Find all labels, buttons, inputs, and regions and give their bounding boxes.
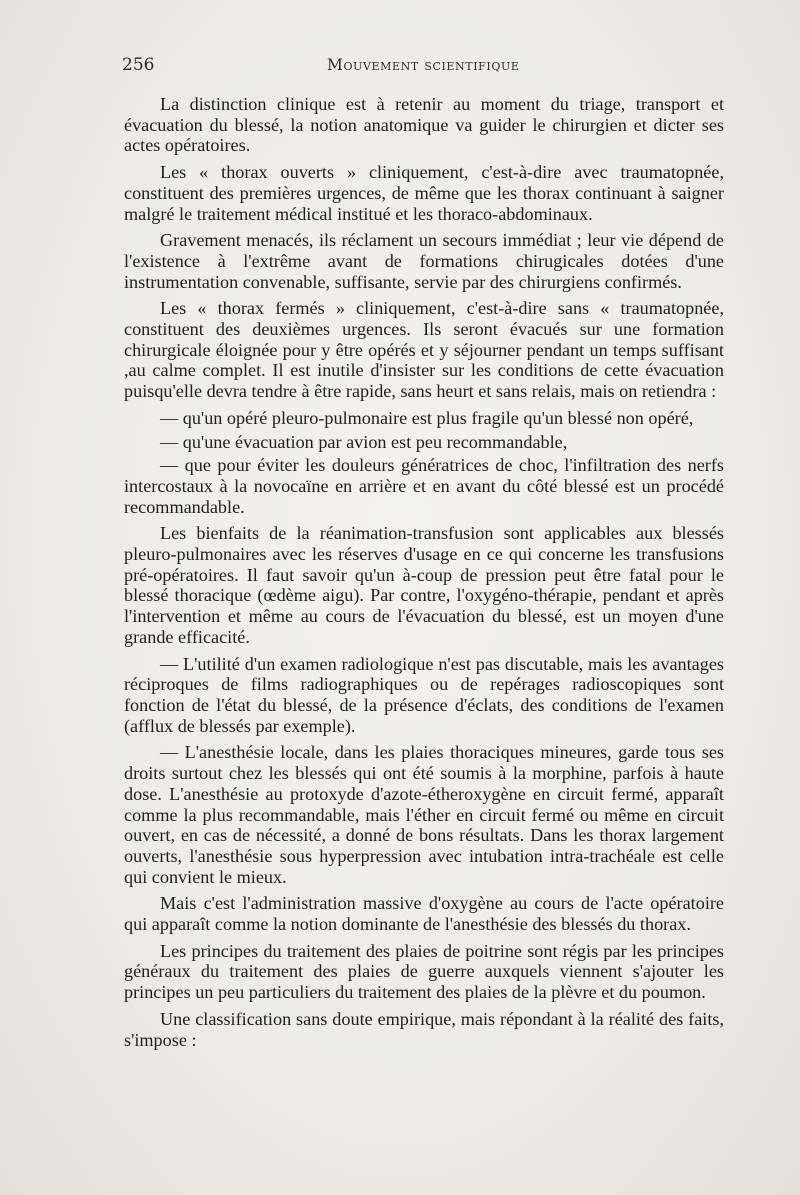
paragraph-thorax-ouverts: Les « thorax ouverts » cliniquement, c'est-à-dire avec traumatopnée, constituent des premières urgences, de même que les thorax continuant à saigner malgré le traitement médical institué et les thoraco-abdominaux. xyxy=(124,162,724,224)
body-text xyxy=(124,94,724,1056)
paragraph-principes: Les principes du traitement des plaies de poitrine sont régis par les principes généraux du traitement des plaies de guerre auxquels viennent s'ajouter les principes un peu particuliers du traitement des plaies de la plèvre et du poumon. xyxy=(124,940,724,1003)
paragraph-oxygene: Mais c'est l'administration massive d'oxygène au cours de l'acte opératoire qui apparaît comme la notion dominante de l'anesthésie des blessés du thorax. xyxy=(124,893,724,935)
paragraph-gravement-menaces: Gravement menacés, ils réclament un secours immédiat ; leur vie dépend de l'existence à l'extrême avant de formations chirugicales dotées d'une instrumentation convenable, suffisante, servie par des chirurgiens confirmés. xyxy=(124,230,724,292)
list-item-infiltration: — que pour éviter les douleurs génératrices de choc, l'infiltration des nerfs intercostaux à la novocaïne en arrière et en avant du côté blessé est un procédé recommandable. xyxy=(124,455,724,517)
paragraph-radiologie: — L'utilité d'un examen radiologique n'est pas discutable, mais les avantages réciproques de films radiographiques ou de repérages radioscopiques sont fonction de l'état du blessé, de la présence d'éclats, des conditions de l'examen (afflux de blessés par exemple). xyxy=(124,653,724,736)
page-header xyxy=(122,55,538,79)
paragraph-triage: La distinction clinique est à retenir au moment du triage, transport et évacuation du blessé, la notion anatomique va guider le chirurgien et dicter ses actes opératoires. xyxy=(124,94,724,156)
list-item-avion: — qu'une évacuation par avion est peu recommandable, xyxy=(160,431,568,452)
page-number: 256 xyxy=(122,55,155,75)
running-title: Mouvement scientifique xyxy=(327,56,520,74)
paragraph-anesthesie: — L'anesthésie locale, dans les plaies thoraciques mineures, garde tous ses droits surtout chez les blessés qui ont été soumis à la morphine, parfois à haute dose. L'anesthésie au protoxyde d'azote-étheroxygène en circuit fermé, apparaît comme la plus recommandable, mais l'éther en circuit fermé ou même en circuit ouvert, en cas de nécessité, a donné de bons résultats. Dans les thorax largement ouverts, l'anesthésie sous hyperpression avec intubation intra-trachéale est celle qui convient le mieux. xyxy=(124,742,724,887)
paragraph-reanimation: Les bienfaits de la réanimation-transfusion sont applicables aux blessés pleuro-pulmonaires avec les réserves d'usage en ce qui concerne les transfusions pré-opératoires. Il faut savoir qu'un à-coup de pression peut être fatal pour le blessé thoracique (œdème aigu). Par contre, l'oxygéno-thérapie, pendant et après l'intervention et même au cours de l'évacuation du blessé, est un moyen d'une grande efficacité. xyxy=(124,523,724,647)
list-item-opere: — qu'un opéré pleuro-pulmonaire est plus fragile qu'un blessé non opéré, xyxy=(160,407,694,428)
paragraph-thorax-fermes: Les « thorax fermés » cliniquement, c'est-à-dire sans « traumatopnée, constituent des deuxièmes urgences. Ils seront évacués sur une formation chirurgicale éloignée pour y être opérés et y séjourner pendant un temps suffisant ,au calme complet. Il est inutile d'insister sur les conditions de cette évacuation puisqu'elle devra tendre à être rapide, sans heurt et sans relais, mais on retiendra : xyxy=(124,298,724,402)
paragraph-classification: Une classification sans doute empirique, mais répondant à la réalité des faits, s'impose : xyxy=(124,1008,724,1050)
